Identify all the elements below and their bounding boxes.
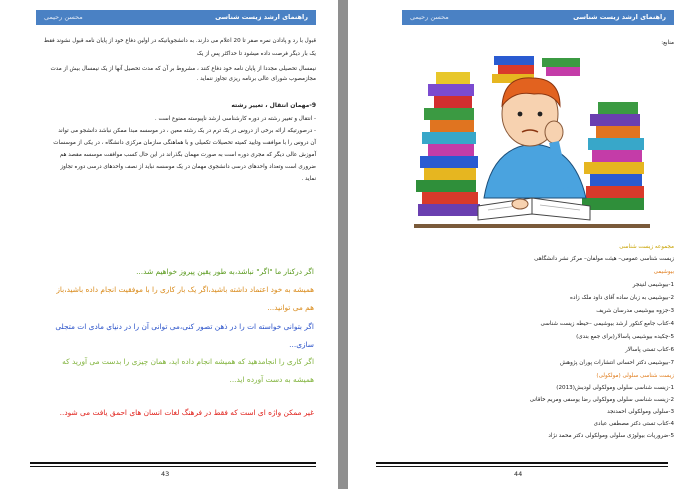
page-number: 43 <box>161 470 170 478</box>
boy-shirt <box>484 144 586 198</box>
header-author: محسن رحیمی <box>44 13 83 21</box>
header-title: راهنمای ارشد زیست شناسی <box>573 13 666 21</box>
quote-green: اگر درکنار ما "اگر" نباشد،به طور یقین پیروز خواهیم شد... <box>136 267 314 276</box>
text-line: - درصورتیکه ارائه برخی از دروس در یک ترم در یک رشته معین ، در موسسه مبدا ممکن نباشد دانشجو می تواند <box>58 128 316 134</box>
text-line: نماید . <box>301 176 316 182</box>
list-item: 2-زیست شناسی سلولی ومولکولی رضا یوسفی ومریم خاقانی <box>529 397 674 403</box>
text-line: ضروری است وتعداد واحدهای درسی دانشجوی مهمان در یک موسسه نباید از نصف واحدهای درسی دوره تجاوز <box>60 164 316 170</box>
text-line: یک بار دیگر فرصت داده میشود تا حداکثر پس از یک <box>196 51 316 57</box>
sources-label: منابع: <box>661 40 674 46</box>
intro-paragraph <box>30 36 316 84</box>
quote-line: همیشه به دست آورده اید... <box>229 375 314 384</box>
heading-biochem: بیوشیمی <box>653 269 674 275</box>
text-line: قبول با رد و پادادن نمره صفر تا 20 اعلام می دارند. به دانشجویانیکه در اولین دفاع خود از پایان نامه قبول نشوند فقط <box>43 38 316 44</box>
text-line: مجازمصوب شورای عالی برنامه ریزی تجاوز ننماید . <box>196 76 316 82</box>
quote-line: اگر کاری را انجامدهید که همیشه انجام داده اید، همان چیزی را بدست می آورید که <box>62 357 314 366</box>
page-header <box>36 10 316 25</box>
quote-light-green <box>30 354 314 387</box>
text-line: زیست شناسی عمومی– هیئت مولفان– مرکز نشر دانشگاهی <box>534 256 674 262</box>
list-item: 6-کتاب تستی پاسالار <box>625 347 674 353</box>
quote-line: همیشه به خود اعتماد داشته باشید،اگر یک بار کاری را با موفقیت انجام داده باشید،باز <box>56 285 314 294</box>
list-item: 3-سلولی ومولکولی احمدنجد <box>607 409 674 415</box>
heading-cell: زیست شناسی سلولی (مولکولی) <box>596 373 674 379</box>
boy-with-books-illustration <box>414 48 650 238</box>
text-line: آن دروس را با موافقت وتایید کمیته تحصیلات تکمیلی و با هماهنگی سازمان مرکزی دانشگاه ، در یکی از موسسات <box>53 140 316 146</box>
quote-line: سازی... <box>289 340 314 349</box>
quote-line: هم می توانید... <box>267 303 314 312</box>
quote-red: غیر ممکن واژه ای است که فقط در فرهنگ لغات انسان های احمق یافت می شود.. <box>59 408 314 417</box>
footer-rule <box>376 462 668 464</box>
header-title: راهنمای ارشد زیست شناسی <box>215 13 308 21</box>
right-book-stack <box>582 102 644 210</box>
section-title: 9-مهمان انتقال ، تغییر رشته <box>231 102 316 109</box>
list-item: 2-بیوشیمی به زبان ساده آقای داود ملک زاده <box>570 295 674 301</box>
list-item: 3-جزوه بیوشیمی مدرسان شریف <box>596 308 674 314</box>
right-page <box>348 0 692 489</box>
list-item: 1-بیوشیمی لنینجر <box>632 282 674 288</box>
heading-general: مجموعه زیست شناسی <box>619 244 674 250</box>
section-paragraph <box>30 114 316 184</box>
text-line: - انتقال و تغییر رشته در دوره کارشناسی ارشد ناپیوسته ممنوع است . <box>154 116 316 122</box>
list-item: 4-کتاب تستی دکتر مصطفی عبادی <box>593 421 674 427</box>
page-header <box>402 10 674 25</box>
list-item: 1-زیست شناسی سلولی ومولکولی لودیش(2013) <box>556 385 674 391</box>
footer-rule <box>30 466 316 467</box>
left-book-stack <box>416 72 480 216</box>
quote-blue <box>30 319 314 352</box>
header-author: محسن رحیمی <box>410 13 449 21</box>
text-line: نیمسال تحصیلی مجددا از پایان نامه خود دفاع کنند ، مشروط بر آن که مدت تحصیل آنها از یک نیمسال بیش از مدت <box>50 66 316 72</box>
footer-rule <box>376 466 668 467</box>
references-list <box>368 242 674 441</box>
page-number: 44 <box>514 470 523 478</box>
list-item: 7-بیوشیمی دکتر احسانی انتشارات پوران پژوهش <box>560 360 674 366</box>
text-line: آموزش عالی دیگر که مجری دوره است به صورت مهمان بگذراند در این حال کسب موافقت موسسه مقصد هم <box>59 152 316 158</box>
list-item: 5-چکیده بیوشیمی پاسالار(برای جمع بندی) <box>576 334 674 340</box>
left-page <box>0 0 338 489</box>
list-item: 5-ضروریات بیولوژی سلولی ومولکولی دکتر محمد نژاد <box>548 433 674 439</box>
footer-rule <box>30 462 316 464</box>
quote-line: اگر بتوانی خواسته ات را در ذهن تصور کنی،می توانی آن را در دنیای مادی ات متجلی <box>55 322 314 331</box>
boy-hand <box>545 121 563 143</box>
quote-orange <box>30 282 314 315</box>
list-item: 4-کتاب جامع کنکور ارشد بیوشیمی –حیطه زیست شناسی <box>540 321 674 327</box>
